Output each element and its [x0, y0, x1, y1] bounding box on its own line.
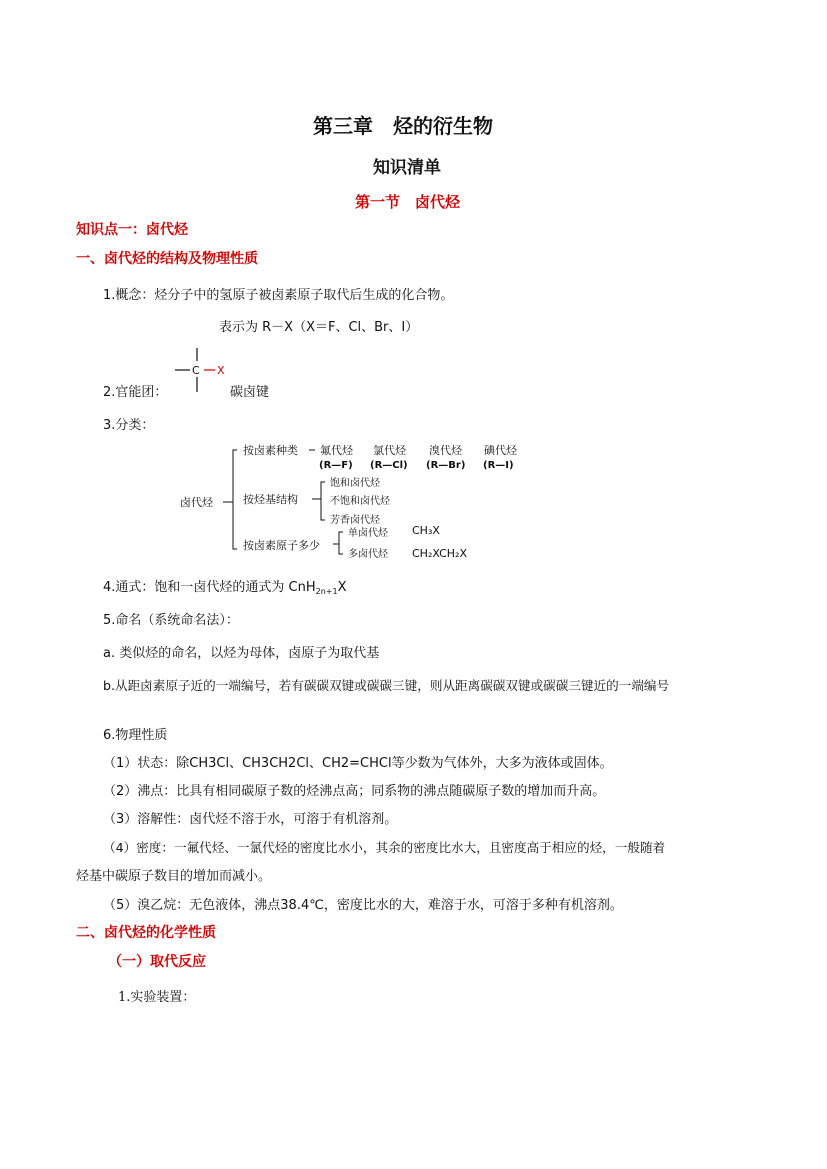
functional-group-name: 碳卤键 — [230, 385, 270, 400]
physical-label: 6.物理性质 — [103, 728, 168, 743]
section2-subheading: （一）取代反应 — [108, 954, 206, 970]
physical-solubility: （3）溶解性：卤代烃不溶于水，可溶于有机溶剂。 — [103, 812, 398, 827]
physical-state: （1）状态：除CH3Cl、CH3CH2Cl、CH2=CHCl等少数为气体外，大多为液体或固体。 — [103, 756, 613, 771]
general-formula-prefix: 4.通式：饱和一卤代烃的通式为 CnH — [103, 580, 316, 595]
section-title: 第一节 卤代烃 — [355, 193, 461, 211]
b1-formula-4: (R—I) — [483, 460, 514, 471]
b3-example-1: CH₃X — [412, 524, 440, 537]
b1-formula-2: (R—Cl) — [370, 460, 408, 471]
concept-text: 1.概念：烃分子中的氢原子被卤素原子取代后生成的化合物。 — [103, 288, 454, 303]
experiment-setup-label: 1.实验装置： — [118, 990, 196, 1005]
general-formula — [103, 576, 347, 596]
branch2-label: 按烃基结构 — [243, 493, 298, 506]
naming-rule-a: a. 类似烃的命名，以烃为母体，卤原子为取代基 — [103, 646, 380, 661]
b1-item-2: 氯代烃 — [373, 444, 406, 457]
b2-item-2: 不饱和卤代烃 — [330, 496, 390, 507]
b1-item-4: 碘代烃 — [484, 444, 517, 457]
naming-label: 5.命名（系统命名法）： — [103, 613, 239, 628]
b3-item-2: 多卤代烃 — [348, 549, 388, 560]
functional-group-label: 2.官能团： — [103, 385, 168, 400]
branch1-label: 按卤素种类 — [243, 444, 298, 457]
naming-rule-b: b.从距卤素原子近的一端编号，若有碳碳双键或碳碳三键，则从距离碳碳双键或碳碳三键近的一端编号 — [103, 678, 670, 693]
fg-halogen-label: X — [217, 364, 225, 377]
b1-item-3: 溴代烃 — [429, 444, 462, 457]
b2-item-1: 饱和卤代烃 — [330, 478, 380, 489]
general-formula-suffix: X — [337, 580, 347, 595]
physical-density-2: 烃基中碳原子数目的增加而减小。 — [76, 869, 272, 884]
b3-item-1: 单卤代烃 — [348, 528, 388, 539]
section1-heading: 一、卤代烃的结构及物理性质 — [76, 251, 258, 267]
classification-diagram — [175, 436, 535, 566]
physical-density-1: （4）密度：一氟代烃、一氯代烃的密度比水小，其余的密度比水大，且密度高于相应的烃，一般随着 — [103, 840, 666, 855]
knowledge-point-heading: 知识点一：卤代烃 — [76, 222, 188, 238]
section2-heading: 二、卤代烃的化学性质 — [76, 925, 216, 941]
classification-label: 3.分类： — [103, 418, 155, 433]
branch3-label: 按卤素原子多少 — [243, 539, 320, 552]
diagram-root: 卤代烃 — [180, 496, 213, 509]
fg-carbon-label: C — [192, 364, 200, 377]
b1-item-1: 氟代烃 — [320, 444, 353, 457]
physical-bromoethane: （5）溴乙烷：无色液体，沸点38.4℃，密度比水的大，难溶于水，可溶于多种有机溶剂。 — [103, 898, 623, 913]
page-subtitle: 知识清单 — [373, 158, 441, 178]
general-formula-subscript: 2n+1 — [315, 587, 338, 596]
formula-text: 表示为 R－X（X＝F、Cl、Br、I） — [219, 320, 419, 335]
b3-example-2: CH₂XCH₂X — [412, 547, 467, 560]
b1-formula-1: (R—F) — [319, 460, 353, 471]
chapter-title: 第三章 烃的衍生物 — [313, 114, 493, 138]
physical-boiling: （2）沸点：比具有相同碳原子数的烃沸点高；同系物的沸点随碳原子数的增加而升高。 — [103, 784, 606, 799]
b1-formula-3: (R—Br) — [426, 460, 466, 471]
b2-item-3: 芳香卤代烃 — [330, 515, 380, 526]
